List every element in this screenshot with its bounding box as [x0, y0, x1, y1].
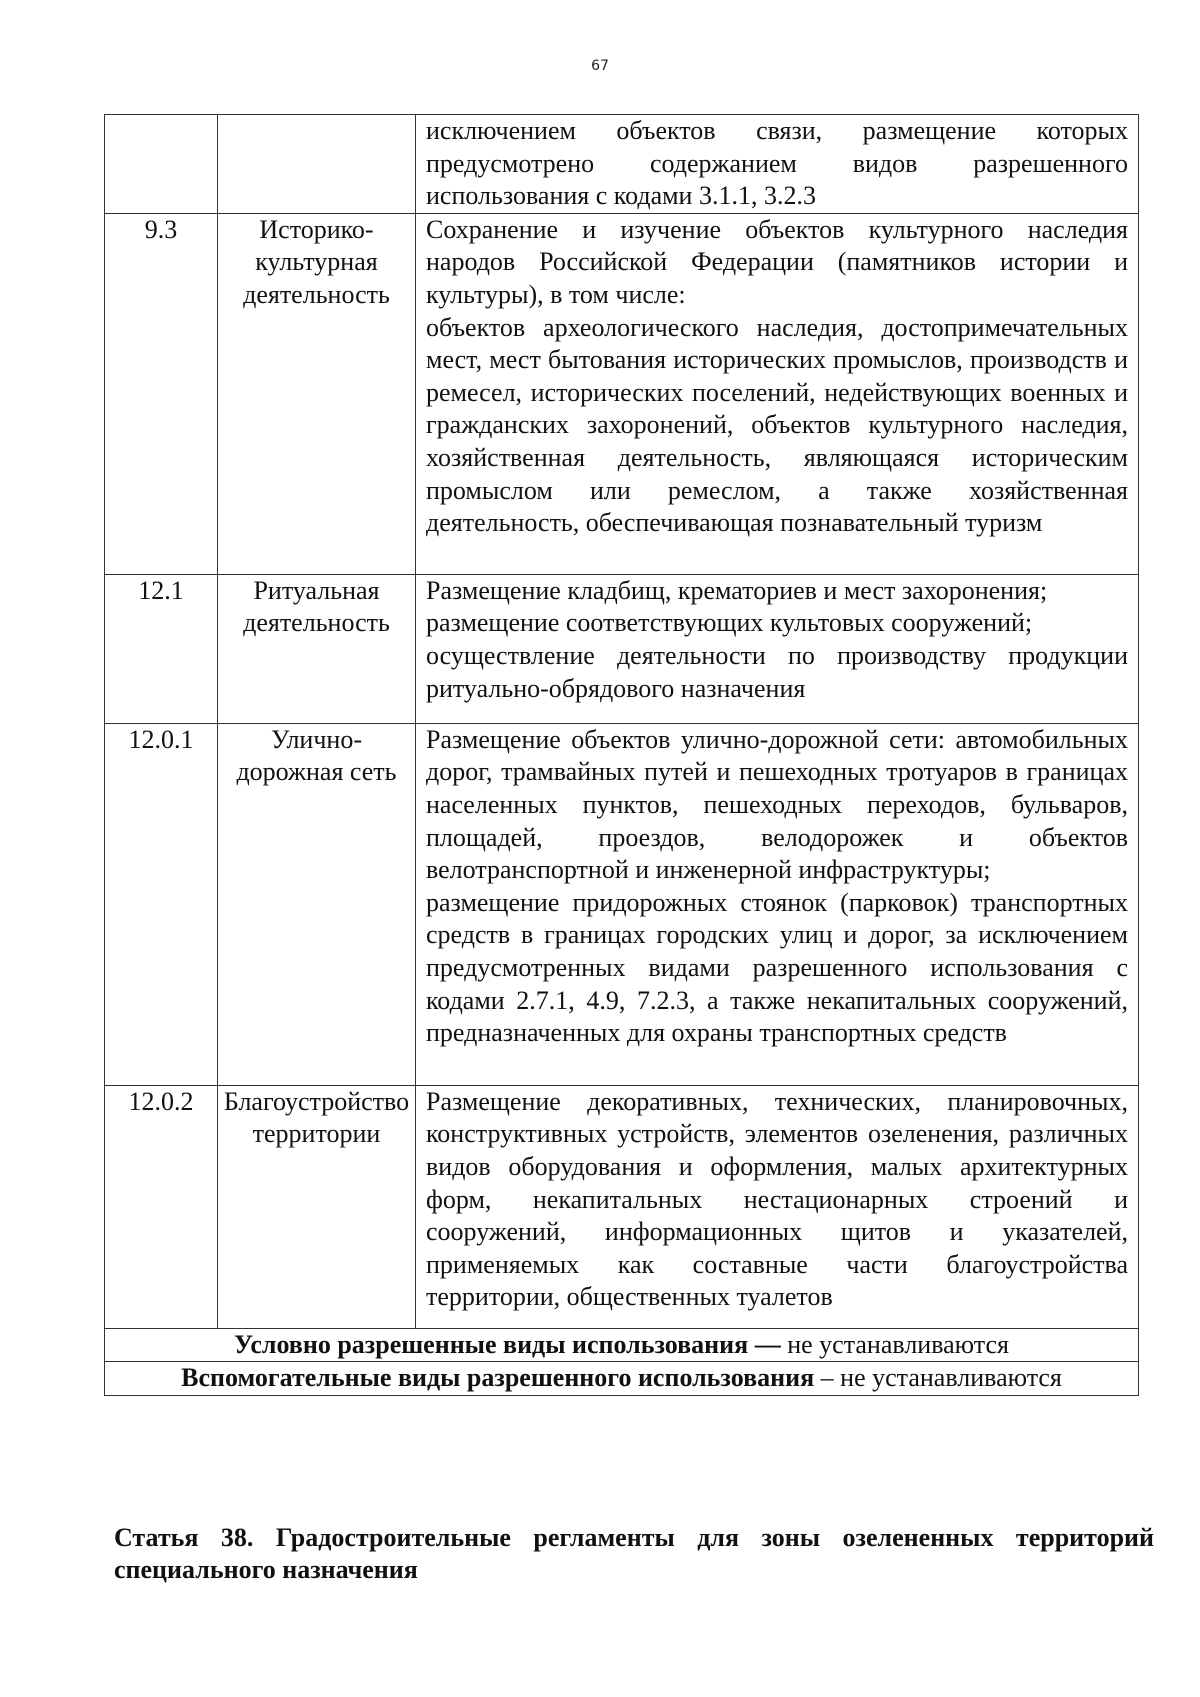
table-row — [105, 723, 1139, 1085]
description-cell — [416, 574, 1139, 723]
table-row — [105, 574, 1139, 723]
description-paragraph: размещение соответствующих культовых сооружений; — [426, 608, 1033, 638]
article-heading: Статья 38. Градостроительные регламенты для зоны озелененных территорий специального назначения — [114, 1523, 1154, 1584]
table-row — [105, 1085, 1139, 1328]
name-cell: Благоустройство территории — [218, 1085, 416, 1328]
description-paragraph: объектов археологического наследия, достопримечательных мест, мест бытования исторических промыслов, производств и ремесел, исторических поселений, недействующих военных и гражданских захоронений, объектов культурного наследия, хозяйственная деятельность, являющаяся историческим промыслом или ремеслом, а также хозяйственная деятельность, обеспечивающая познавательный туризм — [426, 312, 1128, 538]
code-cell — [105, 115, 218, 214]
code-cell: 12.0.2 — [105, 1085, 218, 1328]
auxiliary-uses-label: Вспомогательные виды разрешенного использования — [181, 1363, 815, 1393]
code-cell: 9.3 — [105, 213, 218, 574]
description-paragraph: Размещение декоративных, технических, планировочных, конструктивных устройств, элементов озеленения, различных видов оборудования и оформления, малых архитектурных форм, некапитальных нестационарных строений и сооружений, информационных щитов и указателей, применяемых как составные части благоустройства территории, общественных туалетов — [426, 1086, 1128, 1312]
name-cell: Ритуальная деятельность — [218, 574, 416, 723]
table-row — [105, 213, 1139, 574]
description-cell — [416, 213, 1139, 574]
name-cell — [218, 115, 416, 214]
description-paragraph: Размещение объектов улично-дорожной сети: автомобильных дорог, трамвайных путей и пешеходных тротуаров в границах населенных пунктов, пешеходных переходов, бульваров, площадей, проездов, велодорожек и объектов велотранспортной и инженерной инфраструктуры; — [426, 724, 1128, 885]
code-cell: 12.1 — [105, 574, 218, 723]
auxiliary-uses-cell — [105, 1362, 1139, 1396]
name-cell: Улично-дорожная сеть — [218, 723, 416, 1085]
description-paragraph: размещение придорожных стоянок (парковок) транспортных средств в границах городских улиц и дорог, за исключением предусмотренных видами разрешенного использования с кодами 2.7.1, 4.9, 7.2.3, а также некапитальных сооружений, предназначенных для охраны транспортных средств — [426, 887, 1128, 1048]
conditional-uses-label: Условно разрешенные виды использования — — [234, 1329, 781, 1359]
description-cell — [416, 1085, 1139, 1328]
conditional-uses-cell — [105, 1328, 1139, 1362]
description-paragraph: Сохранение и изучение объектов культурного наследия народов Российской Федерации (памятников истории и культуры), в том числе: — [426, 214, 1128, 309]
description-cell — [416, 723, 1139, 1085]
auxiliary-uses-value: – не устанавливаются — [814, 1363, 1062, 1393]
land-use-table — [104, 114, 1139, 1396]
description-cell — [416, 115, 1139, 214]
page-number: 67 — [591, 58, 609, 74]
code-cell: 12.0.1 — [105, 723, 218, 1085]
description-paragraph: исключением объектов связи, размещение которых предусмотрено содержанием видов разрешенного использования с кодами 3.1.1, 3.2.3 — [426, 116, 1128, 211]
description-paragraph: осуществление деятельности по производству продукции ритуально-обрядового назначения — [426, 640, 1128, 703]
auxiliary-uses-row — [105, 1362, 1139, 1396]
conditional-uses-value: не устанавливаются — [780, 1329, 1009, 1359]
conditional-uses-row — [105, 1328, 1139, 1362]
description-paragraph: Размещение кладбищ, крематориев и мест захоронения; — [426, 575, 1048, 605]
name-cell: Историко-культурная деятельность — [218, 213, 416, 574]
table-row — [105, 115, 1139, 214]
